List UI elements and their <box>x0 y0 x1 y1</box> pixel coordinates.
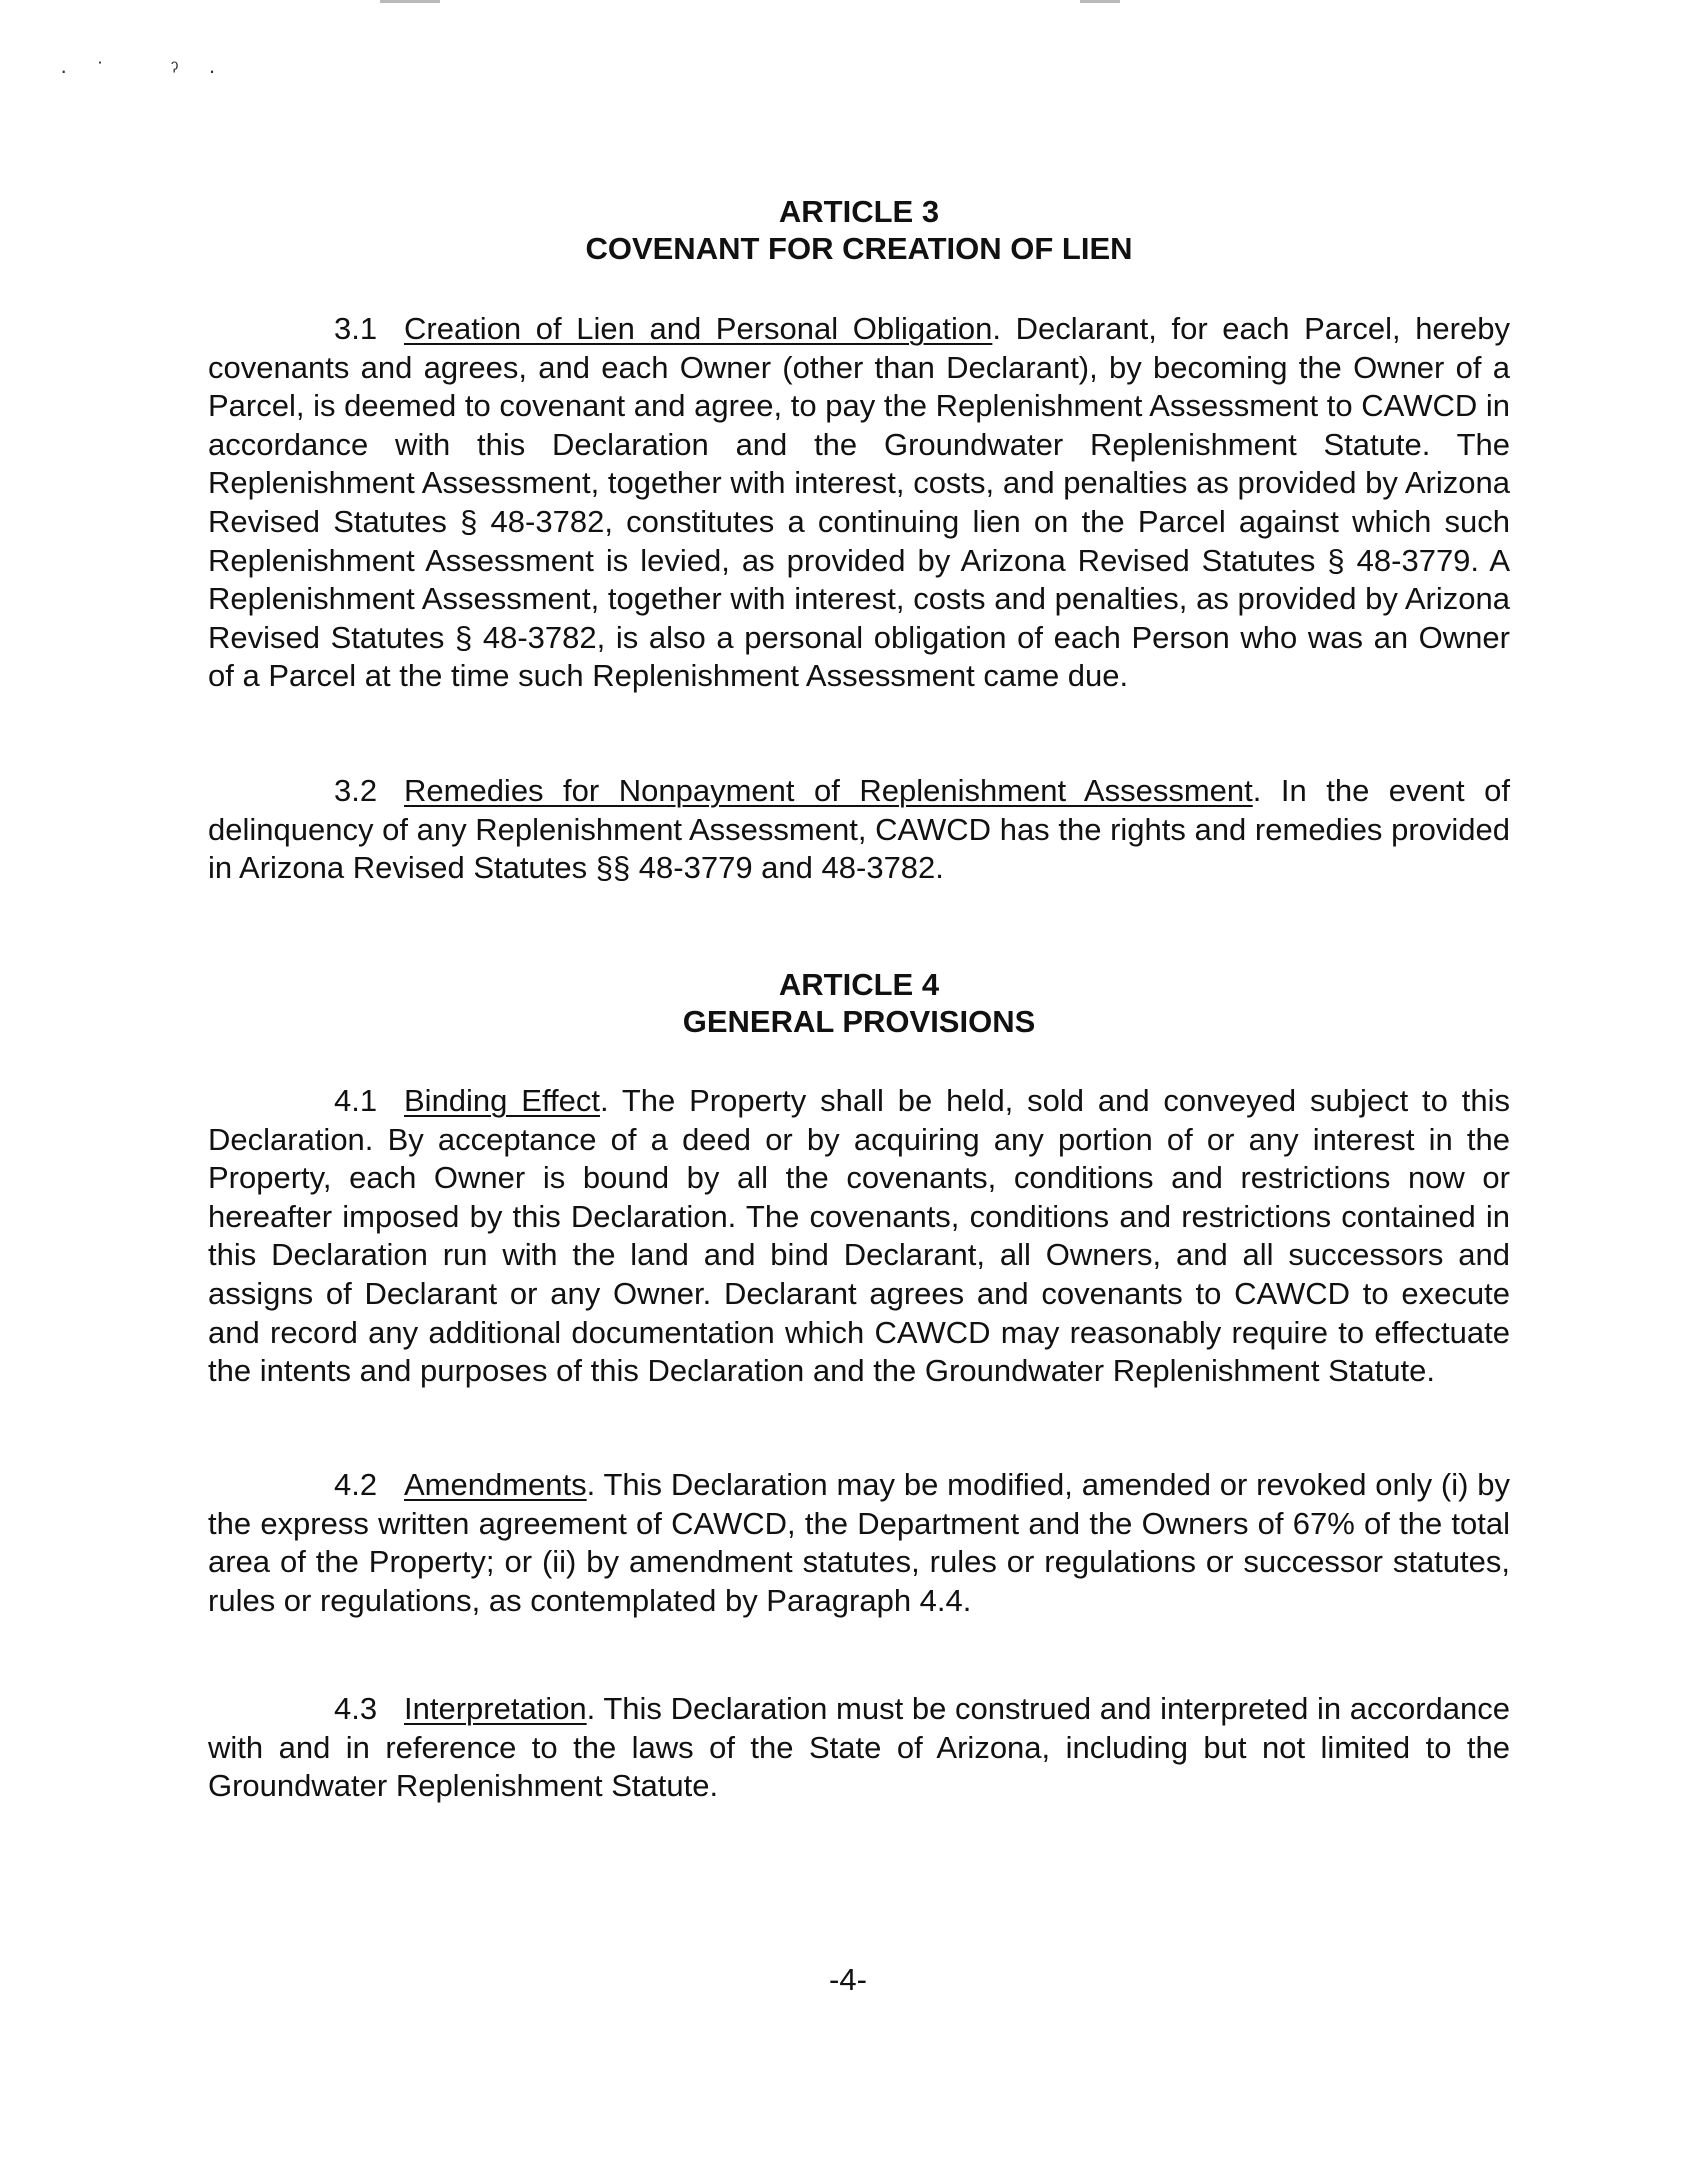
section-number: 3.2 <box>334 773 378 808</box>
section-paragraph <box>208 1466 1510 1620</box>
section-4-3 <box>208 1690 1510 1806</box>
scan-mark <box>1080 0 1120 3</box>
article-3-subtitle: COVENANT FOR CREATION OF LIEN <box>585 231 1133 266</box>
section-3-1 <box>208 310 1510 696</box>
section-paragraph <box>208 1082 1510 1391</box>
section-title: Interpretation <box>404 1691 587 1726</box>
scan-mark <box>380 0 440 3</box>
scan-specks: ·˙ ˀ· <box>60 58 246 83</box>
article-4-heading <box>208 966 1510 1040</box>
section-title: Creation of Lien and Personal Obligation <box>404 311 993 346</box>
section-body: . In the event of delinquency of any Replenishment Assessment, CAWCD has the rights and remedies provided in Arizona Revised Statutes §§ 48-3779 and 48-3782. <box>208 773 1510 886</box>
section-title: Remedies for Nonpayment of Replenishment Assessment <box>404 773 1253 808</box>
article-3-heading <box>208 193 1510 267</box>
section-paragraph <box>208 1690 1510 1806</box>
section-3-2 <box>208 772 1510 888</box>
page-number: -4- <box>829 1962 867 1997</box>
section-paragraph <box>208 772 1510 888</box>
section-number: 4.3 <box>334 1691 378 1726</box>
section-number: 3.1 <box>334 311 378 346</box>
section-number: 4.1 <box>334 1083 378 1118</box>
section-4-1 <box>208 1082 1510 1391</box>
section-4-2 <box>208 1466 1510 1620</box>
section-title: Amendments <box>404 1467 587 1502</box>
section-body: . The Property shall be held, sold and conveyed subject to this Declaration. By acceptance of a deed or by acquiring any portion of or any interest in the Property, each Owner is bound by all the covenants, conditions and restrictions now or hereafter imposed by this Declaration. The covenants, conditions and restrictions contained in this Declaration run with the land and bind Declarant, all Owners, and all successors and assigns of Declarant or any Owner. Declarant agrees and covenants to CAWCD to execute and record any additional documentation which CAWCD may reasonably require to effectuate the intents and purposes of this Declaration and the Groundwater Replenishment Statute. <box>208 1083 1510 1389</box>
section-body: . Declarant, for each Parcel, hereby covenants and agrees, and each Owner (other than Declarant), by becoming the Owner of a Parcel, is deemed to covenant and agree, to pay the Replenishment Assessment to CAWCD in accordance with this Declaration and the Groundwater Replenishment Statute. The Replenishment Assessment, together with interest, costs, and penalties as provided by Arizona Revised Statutes § 48-3782, constitutes a continuing lien on the Parcel against which such Replenishment Assessment is levied, as provided by Arizona Revised Statutes § 48-3779. A Replenishment Assessment, together with interest, costs and penalties, as provided by Arizona Revised Statutes § 48-3782, is also a personal obligation of each Person who was an Owner of a Parcel at the time such Replenishment Assessment came due. <box>208 311 1510 694</box>
section-number: 4.2 <box>334 1467 378 1502</box>
article-4-title: ARTICLE 4 <box>778 967 940 1002</box>
section-title: Binding Effect <box>404 1083 600 1118</box>
section-paragraph <box>208 310 1510 696</box>
section-body: . This Declaration must be construed and interpreted in accordance with and in reference to the laws of the State of Arizona, including but not limited to the Groundwater Replenishment Statute. <box>208 1691 1510 1804</box>
article-3-title: ARTICLE 3 <box>778 194 940 229</box>
article-4-subtitle: GENERAL PROVISIONS <box>682 1004 1036 1039</box>
section-body: . This Declaration may be modified, amended or revoked only (i) by the express written agreement of CAWCD, the Department and the Owners of 67% of the total area of the Property; or (ii) by amendment statutes, rules or regulations or successor statutes, rules or regulations, as contemplated by Paragraph 4.4. <box>208 1467 1510 1618</box>
